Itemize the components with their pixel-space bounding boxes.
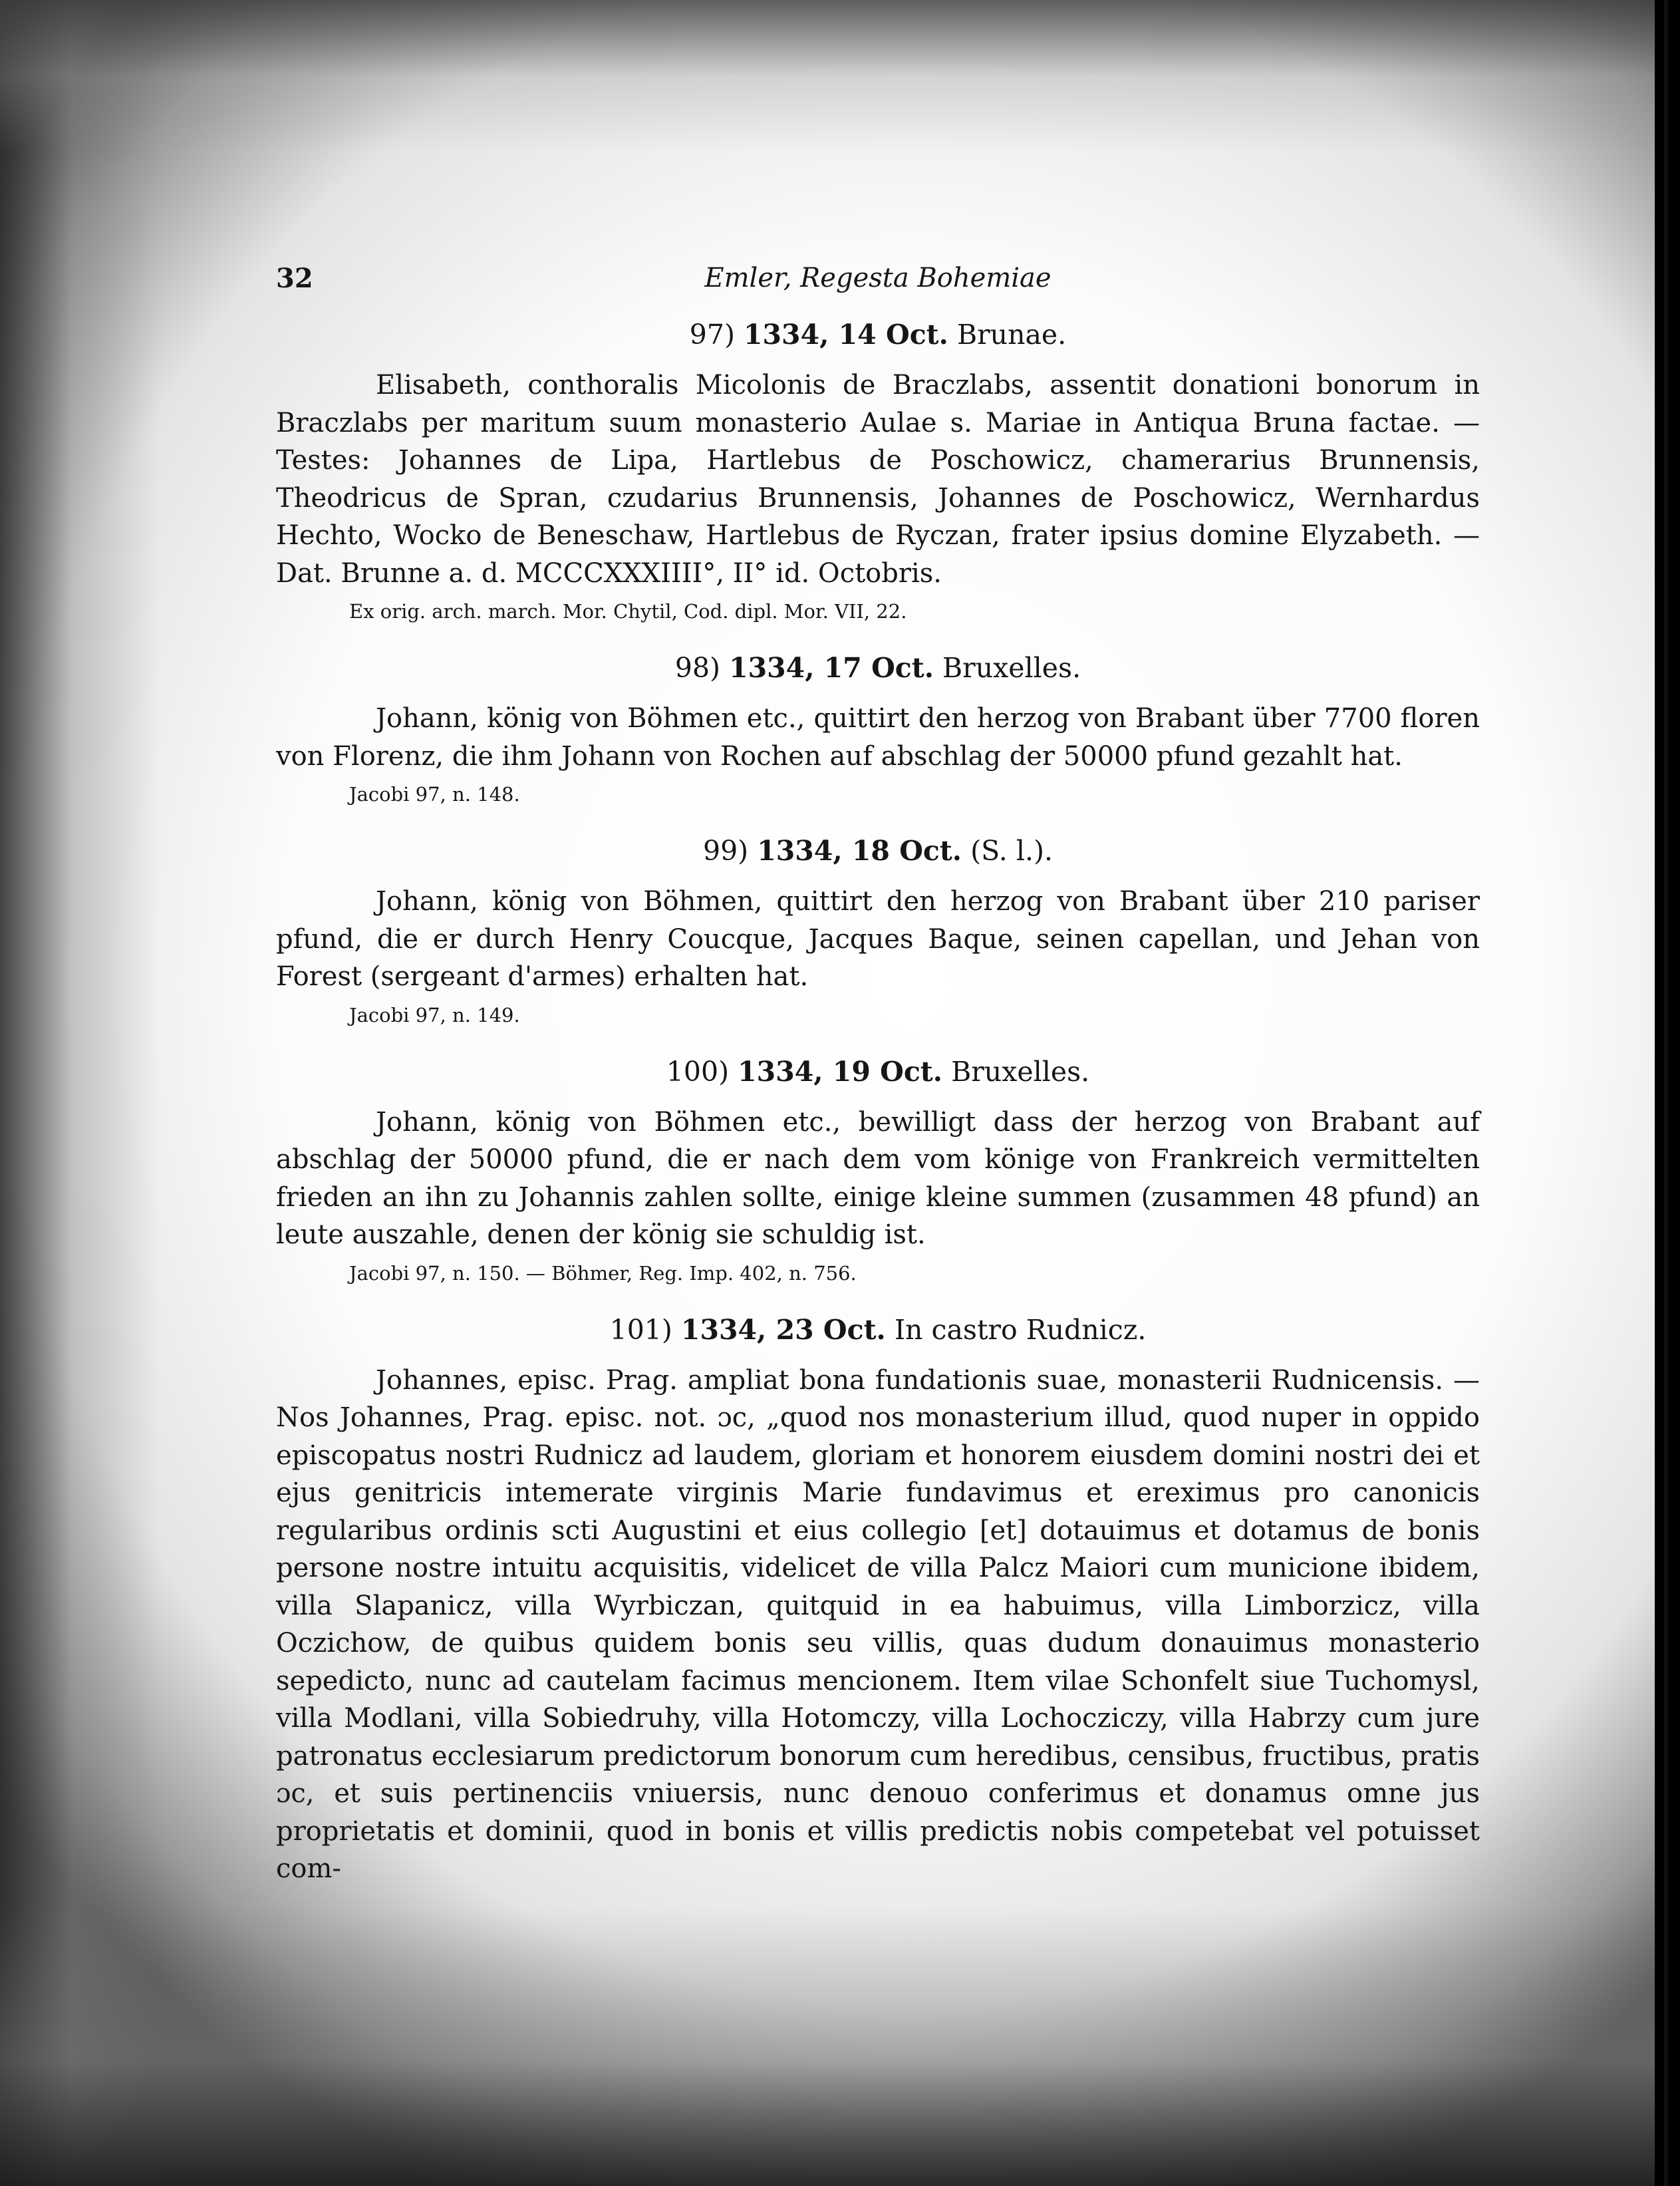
entry-heading bbox=[276, 316, 1480, 353]
entry-place: Bruxelles. bbox=[942, 652, 1081, 684]
entry-place: (S. l.). bbox=[970, 835, 1053, 867]
entry-heading bbox=[276, 1053, 1480, 1090]
entry-heading bbox=[276, 649, 1480, 687]
entry-place: In castro Rudnicz. bbox=[894, 1313, 1147, 1346]
entry-place: Bruxelles. bbox=[951, 1055, 1090, 1088]
entry-heading bbox=[276, 832, 1480, 869]
entry-date: 1334, 19 Oct. bbox=[738, 1055, 943, 1088]
entry-source: Jacobi 97, n. 148. bbox=[349, 783, 520, 806]
scan-shadow bbox=[0, 1907, 1655, 2186]
entry-number: 100) bbox=[666, 1055, 730, 1088]
entry-date: 1334, 14 Oct. bbox=[744, 319, 948, 351]
running-title: Emler, Regesta Bohemiae bbox=[704, 263, 1051, 293]
regest-entry bbox=[276, 649, 1480, 810]
entry-text: Elisabeth, conthoralis Micolonis de Braczlabs, assentit donationi bonorum in Braczlabs per maritum suum monasterio Aulae s. Mariae in Antiqua Bruna factae. — Testes: Johannes de Lipa, Hartlebus de Poschowicz, chamerarius Brunnensis, Theodricus de Spran, czudarius Brunnensis, Johannes de Poschowicz, Wernhardus Hechto, Wocko de Beneschaw, Hartlebus de Ryczan, frater ipsius domine Elyzabeth. — Dat. Brunne a. d. MCCCXXXIIII°, II° id. Octobris. bbox=[276, 370, 1480, 589]
running-head bbox=[276, 263, 1480, 316]
entry-number: 101) bbox=[609, 1313, 672, 1346]
page-text bbox=[276, 263, 1480, 1888]
entry-text: Johann, könig von Böhmen, quittirt den herzog von Brabant über 210 pariser pfund, die er durch Henry Coucque, Jacques Baque, seinen capellan, und Jehan von Forest (sergeant d'armes) erhalten hat. bbox=[276, 886, 1480, 992]
entry-text: Johann, könig von Böhmen etc., bewilligt dass der herzog von Brabant auf abschlag der 50000 pfund, die er nach dem vom könige von Frankreich vermittelten frieden an ihn zu Johannis zahlen sollte, einige kleine summen (zusammen 48 pfund) an leute auszahle, denen der könig sie schuldig ist. bbox=[276, 1106, 1480, 1250]
regest-entry bbox=[276, 832, 1480, 1030]
entry-number: 99) bbox=[702, 835, 749, 867]
entry-source: Jacobi 97, n. 150. — Böhmer, Reg. Imp. 402, n. 756. bbox=[349, 1261, 857, 1285]
regest-entry bbox=[276, 1053, 1480, 1289]
regest-entry bbox=[276, 1311, 1480, 1888]
entry-date: 1334, 17 Oct. bbox=[729, 652, 934, 684]
entry-text: Johannes, episc. Prag. ampliat bona fundationis suae, monasterii Rudnicensis. — Nos Johannes, Prag. episc. not. ɔc, „quod nos monasterium illud, quod nuper in oppido episcopatus nostri Rudnicz ad laudem, gloriam et honorem eiusdem domini nostri dei et ejus genitricis intemerate virginis Marie fundavimus et ereximus pro canonicis regularibus ordinis scti Augustini et eius collegio [et] dotauimus et dotamus de bonis persone nostre intuitu acquisitis, videlicet de villa Palcz Maiori cum municione ibidem, villa Slapanicz, villa Wyrbiczan, quitquid in ea habuimus, villa Limborzicz, villa Oczichow, de quibus quidem bonis seu villis, quas dudum donauimus monasterio sepedicto, nunc ad cautelam facimus mencionem. Item vilae Schonfelt siue Tuchomysl, villa Modlani, villa Sobiedruhy, villa Hotomczy, villa Lochocziczy, villa Habrzy cum jure patronatus ecclesiarum predictorum bonorum cum heredibus, censibus, fructibus, pratis ɔc, et suis pertinenciis vniuersis, nunc denouo conferimus et donamus omne jus proprietatis et dominii, quod in bonis et villis predictis nobis competebat vel potuisset com- bbox=[276, 1364, 1480, 1884]
entry-date: 1334, 18 Oct. bbox=[757, 835, 962, 867]
entry-number: 97) bbox=[689, 319, 735, 351]
entry-date: 1334, 23 Oct. bbox=[680, 1313, 886, 1346]
entry-source: Jacobi 97, n. 149. bbox=[349, 1003, 520, 1026]
entry-source: Ex orig. arch. march. Mor. Chytil, Cod. dipl. Mor. VII, 22. bbox=[349, 600, 907, 623]
entry-place: Brunae. bbox=[956, 319, 1067, 351]
entry-text: Johann, könig von Böhmen etc., quittirt den herzog von Brabant über 7700 floren von Florenz, die ihm Johann von Rochen auf abschlag der 50000 pfund gezahlt hat. bbox=[276, 703, 1480, 772]
regest-entry bbox=[276, 316, 1480, 627]
entry-heading bbox=[276, 1311, 1480, 1348]
entry-number: 98) bbox=[674, 652, 721, 684]
scan-edge-line bbox=[1664, 0, 1668, 2186]
page-number: 32 bbox=[276, 263, 313, 294]
